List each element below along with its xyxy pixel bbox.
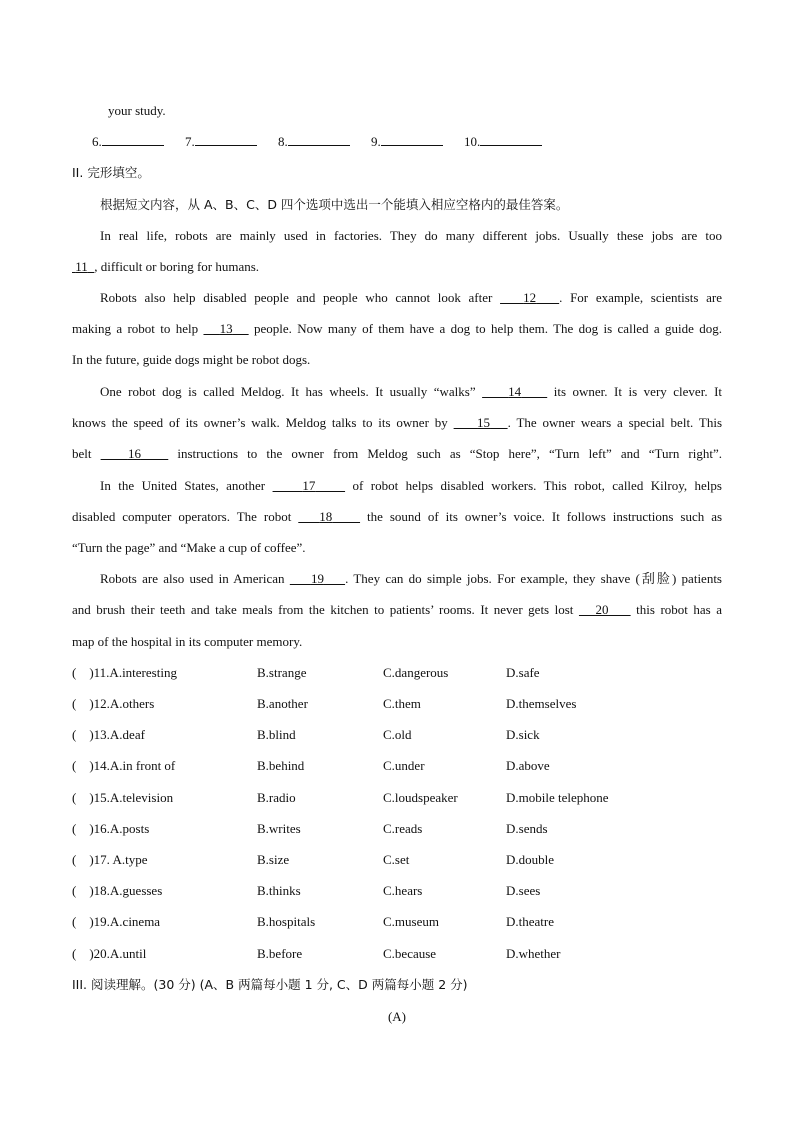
passage-p5-line2: and brush their teeth and take meals from the kitchen to patients’ rooms. It never gets lost 20 this robot has a <box>72 602 723 617</box>
blank-15[interactable]: 15 <box>477 415 491 430</box>
option-c[interactable]: C.them <box>383 696 421 711</box>
question-16-options <box>72 821 732 837</box>
option-c[interactable]: C.reads <box>383 821 423 836</box>
question-19-options <box>72 914 732 930</box>
option-a[interactable]: ( )13.A.deaf <box>72 727 145 742</box>
option-d[interactable]: D.sees <box>506 883 541 898</box>
question-12-options <box>72 696 732 712</box>
option-d[interactable]: D.sick <box>506 727 540 742</box>
option-a[interactable]: ( )17. A.type <box>72 852 148 867</box>
option-b[interactable]: B.thinks <box>257 883 301 898</box>
passage-p3-line2: knows the speed of its owner’s walk. Meldog talks to its owner by 15 . The owner wears a special belt. This <box>72 415 723 430</box>
option-a[interactable]: ( )16.A.posts <box>72 821 150 836</box>
blank-13[interactable]: 13 <box>219 321 233 336</box>
blank-18[interactable]: 18 <box>319 509 333 524</box>
section-2-instruction: 根据短文内容，从 A、B、C、D 四个选项中选出一个能填入相应空格内的最佳答案。 <box>100 197 569 212</box>
option-b[interactable]: B.writes <box>257 821 301 836</box>
section-3-subtitle: (A) <box>387 1009 407 1024</box>
passage-p3-line3: belt 16 instructions to the owner from Meldog such as “Stop here”, “Turn left” and “Turn right”. <box>72 446 723 461</box>
question-17-options <box>72 852 732 868</box>
blank-11[interactable]: 11 <box>75 259 88 274</box>
option-c[interactable]: C.dangerous <box>383 665 449 680</box>
question-11-options <box>72 665 732 681</box>
section-3-title: III. 阅读理解。(30 分) (A、B 两篇每小题 1 分, C、D 两篇每小题 2 分) <box>72 977 468 992</box>
option-c[interactable]: C.old <box>383 727 412 742</box>
option-a[interactable]: ( )20.A.until <box>72 946 147 961</box>
passage-p4-line3: “Turn the page” and “Make a cup of coffee”. <box>72 540 306 555</box>
passage-p4-line1: In the United States, another 17 of robot helps disabled workers. This robot, called Kilroy, helps <box>100 478 722 493</box>
option-d[interactable]: D.double <box>506 852 555 867</box>
passage-p2-line3: In the future, guide dogs might be robot dogs. <box>72 352 311 367</box>
option-a[interactable]: ( )12.A.others <box>72 696 155 711</box>
option-c[interactable]: C.because <box>383 946 437 961</box>
option-a[interactable]: ( )11.A.interesting <box>72 665 177 680</box>
answer-blanks-row <box>92 134 742 150</box>
passage-p5-line3: map of the hospital in its computer memory. <box>72 634 303 649</box>
option-d[interactable]: D.theatre <box>506 914 555 929</box>
answer-blank-7[interactable]: 7. <box>185 134 257 150</box>
option-b[interactable]: B.blind <box>257 727 296 742</box>
question-15-options <box>72 790 732 806</box>
option-c[interactable]: C.loudspeaker <box>383 790 458 805</box>
option-c[interactable]: C.set <box>383 852 410 867</box>
option-a[interactable]: ( )19.A.cinema <box>72 914 161 929</box>
blank-14[interactable]: 14 <box>508 384 522 399</box>
option-d[interactable]: D.sends <box>506 821 548 836</box>
section-2-title: II. 完形填空。 <box>72 165 150 180</box>
blank-20[interactable]: 20 <box>595 602 609 617</box>
question-20-options <box>72 946 732 962</box>
option-d[interactable]: D.themselves <box>506 696 577 711</box>
option-b[interactable]: B.another <box>257 696 308 711</box>
passage-p3-line1: One robot dog is called Meldog. It has wheels. It usually “walks” 14 its owner. It is very clever. It <box>100 384 723 399</box>
answer-blank-6[interactable]: 6. <box>92 134 164 150</box>
option-b[interactable]: B.hospitals <box>257 914 316 929</box>
question-13-options <box>72 727 732 743</box>
answer-blank-9[interactable]: 9. <box>371 134 443 150</box>
option-c[interactable]: C.museum <box>383 914 439 929</box>
top-line: your study. <box>108 103 166 118</box>
blank-12[interactable]: 12 <box>523 290 537 305</box>
passage-p1-line2: 11 , difficult or boring for humans. <box>72 259 722 275</box>
passage-p2-line1: Robots also help disabled people and people who cannot look after 12 . For example, scientists are <box>100 290 722 305</box>
option-d[interactable]: D.whether <box>506 946 561 961</box>
option-d[interactable]: D.safe <box>506 665 540 680</box>
blank-19[interactable]: 19 <box>310 571 324 586</box>
passage-p5-line1: Robots are also used in American 19 . They can do simple jobs. For example, they shave (刮脸) patients <box>100 571 722 586</box>
option-d[interactable]: D.mobile telephone <box>506 790 609 805</box>
option-a[interactable]: ( )15.A.television <box>72 790 174 805</box>
option-b[interactable]: B.behind <box>257 758 305 773</box>
answer-blank-8[interactable]: 8. <box>278 134 350 150</box>
answer-blank-10[interactable]: 10. <box>464 134 542 150</box>
question-14-options <box>72 758 732 774</box>
blank-16[interactable]: 16 <box>127 446 141 461</box>
passage-p1-line1: In real life, robots are mainly used in factories. They do many different jobs. Usually these jobs are too <box>100 228 722 243</box>
option-b[interactable]: B.size <box>257 852 290 867</box>
passage-p4-line2: disabled computer operators. The robot 18 the sound of its owner’s voice. It follows instructions such as <box>72 509 723 524</box>
option-b[interactable]: B.radio <box>257 790 296 805</box>
blank-17[interactable]: 17 <box>302 478 316 493</box>
option-a[interactable]: ( )14.A.in front of <box>72 758 176 773</box>
option-c[interactable]: C.hears <box>383 883 423 898</box>
option-b[interactable]: B.before <box>257 946 303 961</box>
passage-p2-line2: making a robot to help 13 people. Now many of them have a dog to help them. The dog is called a guide dog. <box>72 321 723 336</box>
option-a[interactable]: ( )18.A.guesses <box>72 883 163 898</box>
option-c[interactable]: C.under <box>383 758 425 773</box>
option-b[interactable]: B.strange <box>257 665 307 680</box>
option-d[interactable]: D.above <box>506 758 550 773</box>
question-18-options <box>72 883 732 899</box>
